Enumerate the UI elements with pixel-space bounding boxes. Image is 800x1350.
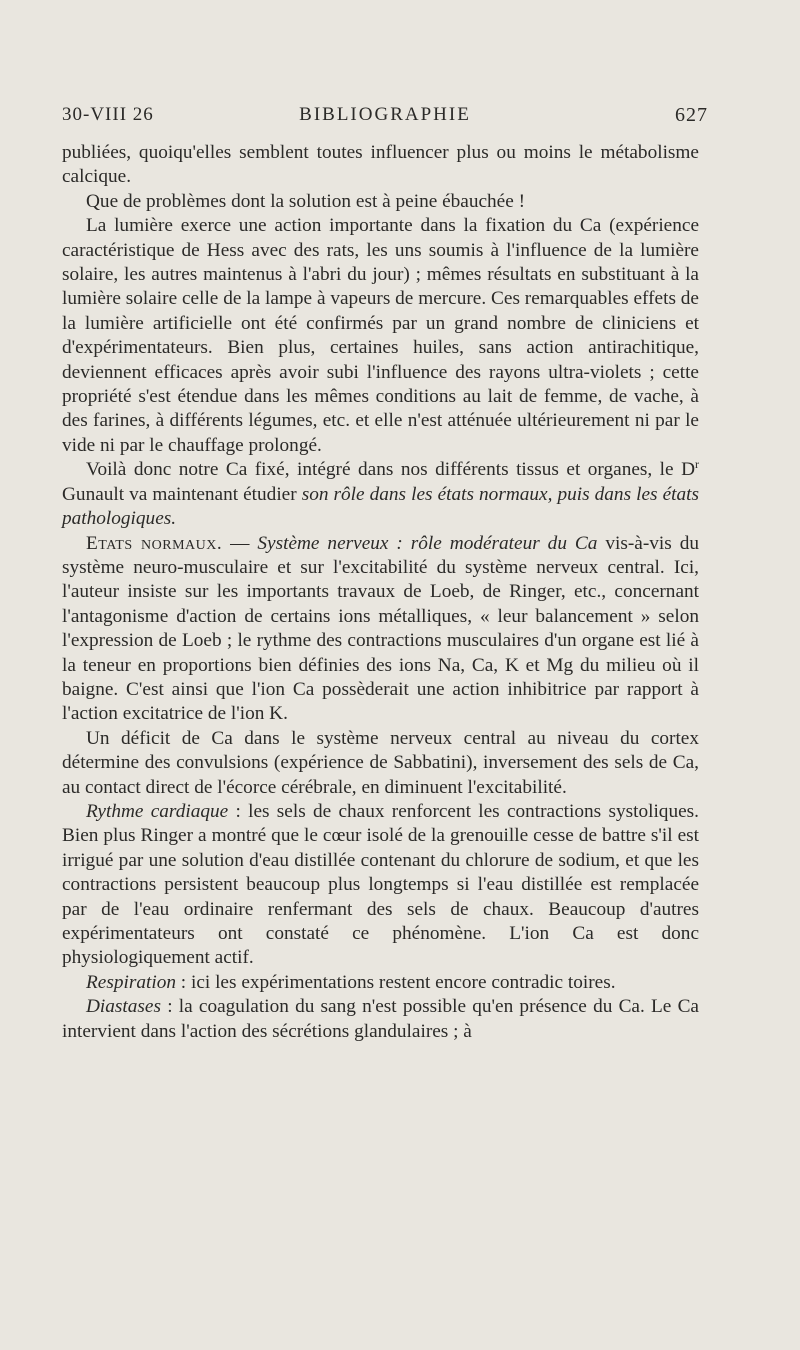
paragraph-9 bbox=[62, 995, 699, 1044]
subheading-diastases: Diastases bbox=[86, 996, 161, 1018]
paragraph-8 bbox=[62, 971, 699, 995]
section-heading-etats-normaux: Etats normaux. bbox=[86, 532, 223, 554]
page-number: 627 bbox=[675, 104, 708, 126]
paragraph-5-text: vis-à-vis du système neuro-musculaire et sur l'excitabilité du système nerveux central. Ici, l'auteur insiste sur les importants travaux de Loeb, de Ringer, etc., concernant l'antagonisme d'action de certains ions métalliques, « leur balancement » selon l'expression de Loeb ; le rythme des contractions musculaires d'un organe est lié à la teneur en proportions bien définies des ions Na, Ca, K et Mg du milieu où il baigne. C'est ainsi que l'ion Ca possèderait une action inhibitrice par rapport à l'action excitatrice de l'ion K. bbox=[62, 532, 699, 725]
paragraph-1: publiées, quoiqu'elles semblent toutes influencer plus ou moins le métabolisme calcique. bbox=[62, 142, 699, 188]
paragraph-2: Que de problèmes dont la solution est à peine ébauchée ! bbox=[86, 190, 526, 212]
paragraph-4-superscript: r bbox=[695, 457, 699, 472]
paragraph-9-text: : la coagulation du sang n'est possible qu'en présence du Ca. Le Ca intervient dans l'action des sécrétions glandulaires ; à bbox=[62, 996, 699, 1042]
paragraph-5-italic: Système nerveux : rôle modérateur du Ca bbox=[257, 532, 598, 554]
paragraph-4-italic: son rôle dans les états normaux, puis dans les états pathologiques. bbox=[62, 483, 699, 530]
paragraph-5 bbox=[62, 532, 699, 727]
header-section-title: BIBLIOGRAPHIE bbox=[299, 104, 471, 125]
running-header bbox=[62, 104, 708, 134]
paragraph-4-text-b: Gunault va maintenant étudier bbox=[62, 483, 302, 505]
header-issue-date: 30-VIII 26 bbox=[62, 104, 154, 125]
paragraph-3: La lumière exerce une action importante dans la fixation du Ca (expérience caractéristique de Hess avec des rats, les uns soumis à l'influence de la lumière solaire, les autres maintenus à l'abri du jour) ; mêmes résultats en substituant à la lumière solaire celle de la lampe à vapeurs de mercure. Ces remarquables effets de la lumière artificielle ont été confirmés par un grand nombre de cliniciens et d'expérimentateurs. Bien plus, certaines huiles, sans action antirachitique, deviennent efficaces après avoir subi l'influence des rayons ultra-violets ; cette propriété s'est étendue dans les mêmes conditions au lait de femme, de vache, à des farines, à différents légumes, etc. et elle n'est atténuée ultérieurement ni par le vide ni par le chauffage prolongé. bbox=[62, 215, 699, 456]
paragraph-7-text: : les sels de chaux renforcent les contractions systoliques. Bien plus Ringer a montré que le cœur isolé de la grenouille cesse de battre s'il est irrigué par une solution d'eau distillée contenant du chlorure de sodium, et que les contractions persistent beaucoup plus longtemps si l'eau distillée est remplacée par de l'eau ordinaire renfermant des sels de chaux. Beaucoup d'autres expérimentateurs ont constaté ce phénomène. L'ion Ca est donc physiologiquement actif. bbox=[62, 800, 699, 969]
paragraph-4-text-a: Voilà donc notre Ca fixé, intégré dans nos différents tissus et organes, le D bbox=[86, 459, 695, 481]
paragraph-7 bbox=[62, 800, 699, 971]
subheading-respiration: Respiration bbox=[86, 971, 176, 993]
subheading-rythme-cardiaque: Rythme cardiaque bbox=[86, 800, 229, 822]
paragraph-6: Un déficit de Ca dans le système nerveux central au niveau du cortex détermine des convulsions (expérience de Sabbatini), inversement des sels de Ca, au contact direct de l'écorce cérébrale, en diminuent l'excitabilité. bbox=[62, 727, 699, 798]
paragraph-5-dash: — bbox=[222, 532, 258, 554]
paragraph-4 bbox=[62, 458, 699, 531]
paragraph-8-text: : ici les expérimentations restent encore contradic toires. bbox=[175, 971, 616, 993]
page-body bbox=[62, 141, 699, 1044]
